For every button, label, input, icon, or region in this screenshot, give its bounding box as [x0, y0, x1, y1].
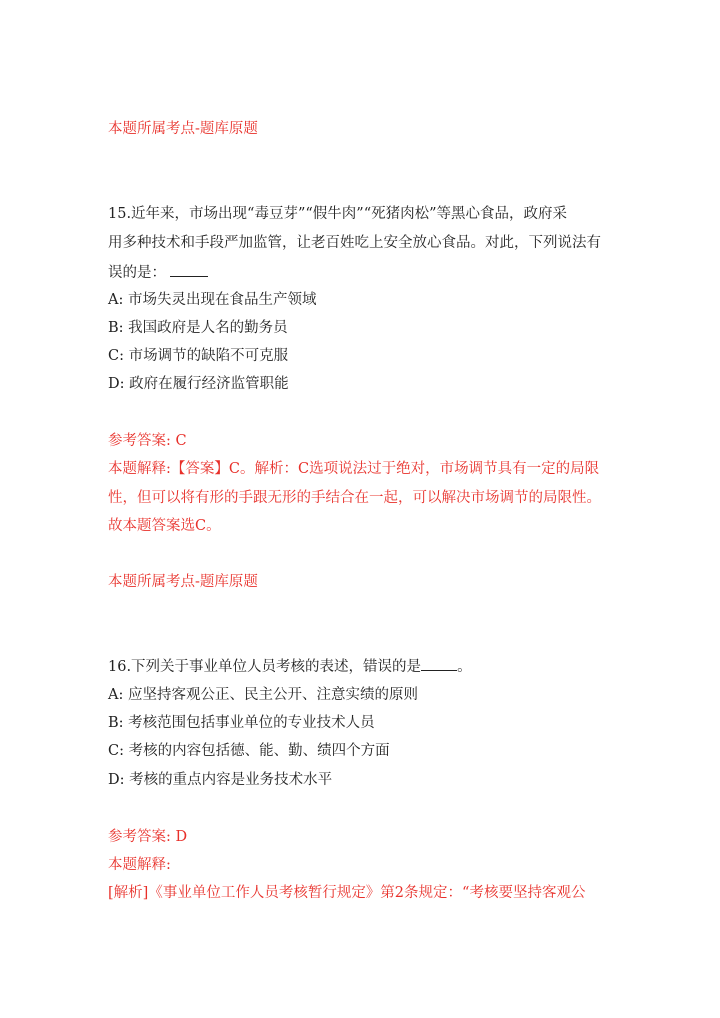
- answer-blank: [170, 262, 208, 277]
- q16-option-b: B: 考核范围包括事业单位的专业技术人员: [108, 715, 375, 731]
- q15-stem-line-3-text: 误的是：: [108, 265, 166, 281]
- q16-stem-text: 16.下列关于事业单位人员考核的表述，错误的是: [108, 659, 422, 675]
- q16-option-a: A: 应坚持客观公正、民主公开、注意实绩的原则: [108, 687, 418, 703]
- q15-stem-line-2: 用多种技术和手段严加监管，让老百姓吃上安全放心食品。对此，下列说法有: [108, 235, 601, 251]
- q15-option-b: B: 我国政府是人名的勤务员: [108, 320, 288, 336]
- q16-explanation-label: 本题解释:: [108, 857, 171, 873]
- q16-stem-end: 。: [457, 659, 472, 675]
- q15-explanation-line-2: 性，但可以将有形的手跟无形的手结合在一起，可以解决市场调节的局限性。: [108, 490, 601, 506]
- q16-option-d: D: 考核的重点内容是业务技术水平: [108, 772, 333, 788]
- q16-option-c: C: 考核的内容包括德、能、勤、绩四个方面: [108, 743, 390, 759]
- q16-answer: 参考答案: D: [108, 829, 188, 845]
- q16-explanation-line: [解析]《事业单位工作人员考核暂行规定》第2条规定：“考核要坚持客观公: [108, 885, 586, 901]
- q15-explanation-line-1: 本题解释:【答案】C。解析：C选项说法过于绝对，市场调节具有一定的局限: [108, 461, 600, 477]
- q15-option-d: D: 政府在履行经济监管职能: [108, 376, 289, 392]
- q15-explanation-line-3: 故本题答案选C。: [108, 518, 221, 534]
- q14-source: 本题所属考点-题库原题: [108, 121, 258, 137]
- q15-option-a: A: 市场失灵出现在食品生产领域: [108, 292, 317, 308]
- q15-option-c: C: 市场调节的缺陷不可克服: [108, 348, 289, 364]
- answer-blank: [421, 656, 457, 671]
- q15-stem-line-1: 15.近年来，市场出现“毒豆芽”“假牛肉”“死猪肉松”等黑心食品，政府采: [108, 206, 568, 222]
- q15-source: 本题所属考点-题库原题: [108, 574, 258, 590]
- q15-stem-line-3: [108, 262, 208, 283]
- q15-answer: 参考答案: C: [108, 433, 187, 449]
- q16-stem: [108, 656, 472, 677]
